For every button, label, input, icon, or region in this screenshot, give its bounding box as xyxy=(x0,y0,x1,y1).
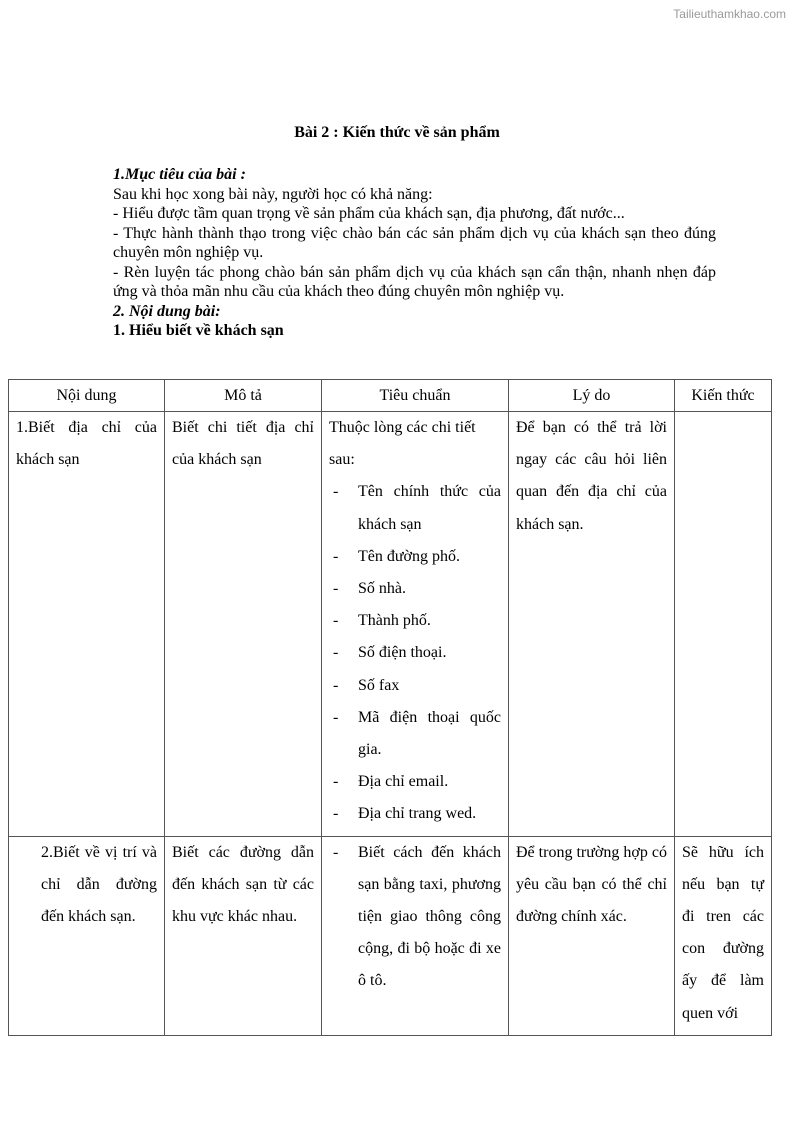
list-item: - Tên đường phố. xyxy=(329,541,501,573)
list-item: - Số nhà. xyxy=(329,573,501,605)
objectives-intro: Sau khi học xong bài này, người học có khả năng: xyxy=(113,185,433,203)
list-item: - Số điện thoại. xyxy=(329,637,501,669)
cell-kien-thuc xyxy=(675,412,772,837)
page-title: Bài 2 : Kiến thức về sản phẩm xyxy=(294,124,500,141)
criteria-intro: Thuộc lòng các chi tiết sau: xyxy=(329,419,476,469)
header-tieu-chuan: Tiêu chuẩn xyxy=(322,380,509,412)
header-mo-ta: Mô tả xyxy=(165,380,322,412)
section-heading: 1. Hiểu biết về khách sạn xyxy=(113,322,284,339)
objective-item: - Rèn luyện tác phong chào bán sản phẩm dịch vụ của khách sạn cẩn thận, nhanh nhẹn đáp ứng và thỏa mãn nhu cầu của khách theo đúng chuyên môn nghiệp vụ. xyxy=(113,263,716,300)
cell-mo-ta: Biết các đường dẫn đến khách sạn từ các khu vực khác nhau. xyxy=(165,836,322,1035)
list-item: - Mã điện thoại quốc gia. xyxy=(329,702,501,766)
table-row xyxy=(9,412,772,837)
cell-ly-do: Để trong trường hợp có yêu cầu bạn có thể chỉ đường chính xác. xyxy=(509,836,675,1035)
cell-ly-do: Để bạn có thể trả lời ngay các câu hỏi liên quan đến địa chỉ của khách sạn. xyxy=(509,412,675,837)
header-noi-dung: Nội dung xyxy=(9,380,165,412)
list-item: - Số fax xyxy=(329,670,501,702)
header-kien-thuc: Kiến thức xyxy=(675,380,772,412)
cell-kien-thuc: Sẽ hữu ích nếu bạn tự đi tren các con đường ấy để làm quen với xyxy=(675,836,772,1035)
intro-section xyxy=(113,165,716,341)
list-item: - Địa chỉ trang wed. xyxy=(329,798,501,830)
content-heading: 2. Nội dung bài: xyxy=(113,302,221,320)
cell-tieu-chuan xyxy=(322,836,509,1035)
criteria-list xyxy=(329,476,501,830)
objective-item: - Hiểu được tầm quan trọng về sản phẩm của khách sạn, địa phương, đất nước... xyxy=(113,205,625,222)
objective-item: - Thực hành thành thạo trong việc chào bán các sản phẩm dịch vụ của khách sạn theo đúng chuyên môn nghiệp vụ. xyxy=(113,224,716,261)
table-row xyxy=(9,836,772,1035)
watermark-text: Tailieuthamkhao.com xyxy=(673,7,786,21)
objectives-heading: 1.Mục tiêu của bài : xyxy=(113,166,246,183)
list-item: - Thành phố. xyxy=(329,605,501,637)
table-header-row xyxy=(9,380,772,412)
cell-noi-dung: 1.Biết địa chỉ của khách sạn xyxy=(9,412,165,837)
knowledge-table xyxy=(8,379,772,1036)
header-ly-do: Lý do xyxy=(509,380,675,412)
list-item: - Tên chính thức của khách sạn xyxy=(329,476,501,540)
cell-mo-ta: Biết chi tiết địa chỉ của khách sạn xyxy=(165,412,322,837)
criteria-list xyxy=(329,837,501,998)
list-item: - Biết cách đến khách sạn bằng taxi, phương tiện giao thông công cộng, đi bộ hoặc đi xe ô tô. xyxy=(329,837,501,998)
list-item: - Địa chỉ email. xyxy=(329,766,501,798)
cell-tieu-chuan xyxy=(322,412,509,837)
cell-noi-dung: 2.Biết về vị trí và chỉ dẫn đường đến khách sạn. xyxy=(9,836,165,1035)
